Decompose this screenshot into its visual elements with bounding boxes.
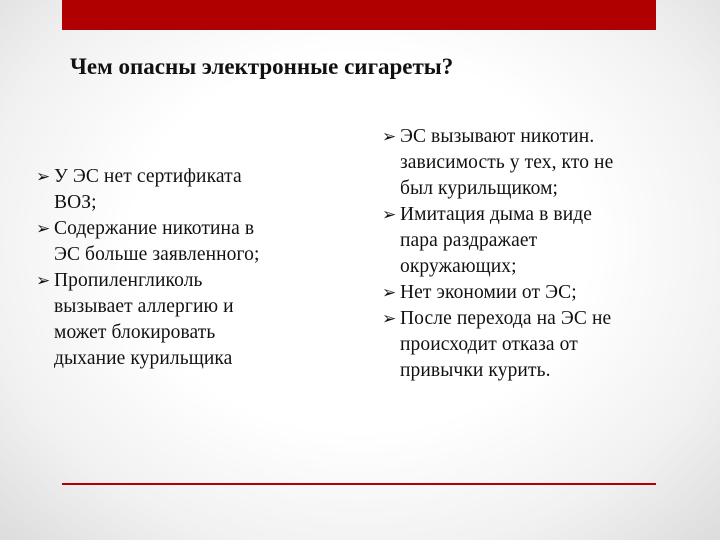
arrow-bullet-icon: ➢ [382, 309, 397, 329]
list-item-text: ЭС вызывают никотин. зависимость у тех, кто не был курильщиком; [400, 126, 614, 199]
list-item-text: После перехода на ЭС не происходит отказа от привычки курить. [400, 308, 612, 381]
arrow-bullet-icon: ➢ [36, 271, 51, 291]
list-item [383, 202, 703, 280]
bottom-divider [62, 483, 656, 485]
list-item [37, 268, 342, 372]
slide-title: Чем опасны электронные сигареты? [70, 54, 454, 79]
list-item-text: Имитация дыма в виде пара раздражает окружающих; [400, 204, 593, 277]
list-item-text: У ЭС нет сертификата ВОЗ; [54, 166, 242, 213]
list-item [37, 216, 342, 268]
arrow-bullet-icon: ➢ [36, 167, 51, 187]
arrow-bullet-icon: ➢ [382, 205, 397, 225]
list-item-text: Нет экономии от ЭС; [400, 282, 577, 303]
list-item [383, 306, 703, 384]
arrow-bullet-icon: ➢ [36, 219, 51, 239]
top-accent-bar [62, 0, 656, 30]
arrow-bullet-icon: ➢ [382, 283, 397, 303]
arrow-bullet-icon: ➢ [382, 127, 397, 147]
right-bullet-list [383, 124, 703, 384]
list-item [383, 124, 703, 202]
left-bullet-list [37, 164, 342, 372]
list-item-text: Содержание никотина в ЭС больше заявленного; [54, 218, 260, 265]
list-item [383, 280, 703, 306]
list-item [37, 164, 342, 216]
list-item-text: Пропиленгликоль вызывает аллергию и может блокировать дыхание курильщика [54, 270, 234, 369]
